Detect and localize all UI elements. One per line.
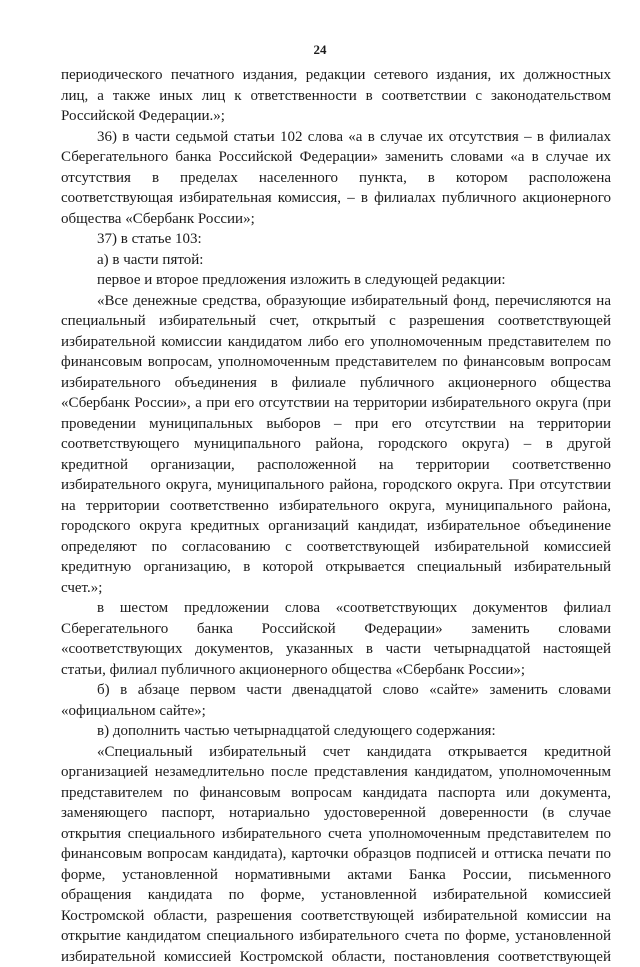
text-line: заменяющего паспорт, нотариально удостоверенной доверенности (в случае [61,803,611,824]
text-line: периодического печатного издания, редакции сетевого издания, их должностных [61,65,611,86]
text-line: «соответствующих документов, указанных в части четырнадцатой настоящей [61,639,611,660]
text-line: открытия специального избирательного счета уполномоченным представителем по [61,824,611,845]
text-line: финансовым вопросам, уполномоченным представителем по финансовым вопросам [61,352,611,373]
text-line: Костромской области, разрешения соответствующей избирательной комиссии на [61,906,611,927]
text-line: избирательной комиссией Костромской области, постановления соответствующей [61,947,611,967]
text-line: «Все денежные средства, образующие избирательный фонд, перечисляются на [61,291,611,312]
text-line: «официальном сайте»; [61,701,611,722]
text-line: городского округа кредитных организаций кандидат, избирательное объединение [61,516,611,537]
text-line: избирательной комиссии кандидатом либо его уполномоченным представителем по [61,332,611,353]
text-line: в шестом предложении слова «соответствующих документов филиал [61,598,611,619]
text-line: б) в абзаце первом части двенадцатой слово «сайте» заменить словами [61,680,611,701]
text-line: а) в части пятой: [61,250,611,271]
text-line: Сберегательного банка Российской Федерации» заменить словами [61,619,611,640]
document-body [61,65,611,967]
page-number: 24 [0,42,640,58]
text-line: отсутствия в пределах населенного пункта, в котором расположена [61,168,611,189]
text-line: счет.»; [61,578,611,599]
text-line: определяют по согласованию с соответствующей избирательной комиссией [61,537,611,558]
text-line: лиц, а также иных лиц к ответственности в соответствии с законодательством [61,86,611,107]
text-line: открытие кандидатом специального избирательного счета по форме, установленной [61,926,611,947]
text-line: избирательного округа, муниципального района, городского округа. При отсутствии [61,475,611,496]
text-line: 37) в статье 103: [61,229,611,250]
text-line: соответствующего муниципального района, городского округа) – в другой [61,434,611,455]
text-line: Сберегательного банка Российской Федерации» заменить словами «а в случае их [61,147,611,168]
text-line: 36) в части седьмой статьи 102 слова «а в случае их отсутствия – в филиалах [61,127,611,148]
text-line: на территории соответственно избирательного округа, муниципального района, [61,496,611,517]
text-line: избирательного объединения в филиале публичного акционерного общества [61,373,611,394]
text-line: представителем по финансовым вопросам кандидата паспорта или документа, [61,783,611,804]
text-line: «Сбербанк России», а при его отсутствии на территории избирательного округа (при [61,393,611,414]
text-line: обращения кандидата по форме, установленной избирательной комиссией [61,885,611,906]
text-line: специальный избирательный счет, открытый с разрешения соответствующей [61,311,611,332]
text-line: «Специальный избирательный счет кандидата открывается кредитной [61,742,611,763]
text-line: финансовым вопросам кандидата), карточки образцов подписей и оттиска печати по [61,844,611,865]
text-line: первое и второе предложения изложить в следующей редакции: [61,270,611,291]
text-line: проведении муниципальных выборов – при его отсутствии на территории [61,414,611,435]
text-line: форме, установленной нормативными актами Банка России, письменного [61,865,611,886]
text-line: статьи, филиал публичного акционерного общества «Сбербанк России»; [61,660,611,681]
text-line: организацией незамедлительно после представления кандидатом, уполномоченным [61,762,611,783]
text-line: общества «Сбербанк России»; [61,209,611,230]
text-line: кредитную организацию, в которой открывается специальный избирательный [61,557,611,578]
text-line: кредитной организации, расположенной на территории соответственно [61,455,611,476]
text-line: соответствующая избирательная комиссия, – в филиалах публичного акционерного [61,188,611,209]
text-line: в) дополнить частью четырнадцатой следующего содержания: [61,721,611,742]
text-line: Российской Федерации.»; [61,106,611,127]
